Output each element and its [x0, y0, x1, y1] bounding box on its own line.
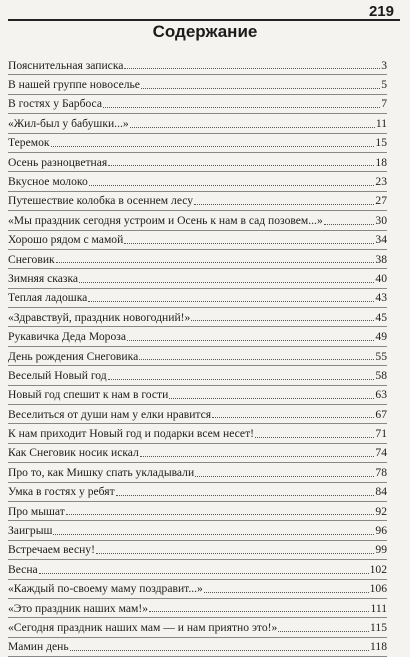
toc-leader-dots	[127, 340, 374, 341]
toc-entry-title: Новый год спешит к нам в гости	[8, 389, 169, 402]
toc-entry	[8, 75, 387, 94]
toc-leader-dots	[79, 282, 374, 283]
toc-leader-dots	[191, 320, 374, 321]
toc-entry-title: Хорошо рядом с мамой	[8, 234, 124, 247]
toc-entry	[8, 386, 387, 405]
toc-entry	[8, 308, 387, 327]
toc-entry-page: 99	[375, 543, 387, 557]
toc-entry-page: 67	[375, 407, 387, 421]
toc-entry-page: 63	[375, 388, 387, 402]
toc-leader-dots	[169, 398, 374, 399]
page-title: Содержание	[152, 22, 258, 41]
toc-leader-dots	[56, 262, 375, 263]
toc-entry	[8, 153, 387, 172]
toc-entry	[8, 95, 387, 114]
toc-entry	[8, 541, 387, 560]
toc-entry-title: Встречаем весну!	[8, 544, 95, 557]
toc-entry-title: Путешествие колобка в осеннем лесу	[8, 195, 194, 208]
toc-entry-title: «Каждый по-своему маму поздравит...»	[8, 583, 203, 596]
toc-entry-page: 15	[375, 136, 387, 150]
toc-leader-dots	[212, 417, 374, 418]
toc-entry	[8, 347, 387, 366]
toc-entry-page: 71	[375, 427, 387, 441]
toc-leader-dots	[103, 107, 380, 108]
toc-leader-dots	[66, 514, 375, 515]
toc-entry	[8, 560, 387, 579]
toc-entry-page: 58	[375, 368, 387, 382]
toc-leader-dots	[130, 127, 375, 128]
toc-leader-dots	[194, 204, 374, 205]
toc-entry-page: 96	[375, 524, 387, 538]
toc-entry-page: 115	[370, 620, 387, 634]
toc-entry-title: Про то, как Мишку спать укладывали	[8, 466, 195, 479]
toc-entry-title: В нашей группе новоселье	[8, 79, 140, 92]
toc-entry-title: Мамин день	[8, 641, 69, 654]
toc-entry	[8, 599, 387, 618]
toc-entry-title: Заигрыш	[8, 525, 53, 538]
toc-entry	[8, 618, 387, 637]
toc-entry	[8, 56, 387, 75]
toc-entry-page: 18	[375, 155, 387, 169]
toc-entry-title: Теремок	[8, 137, 50, 150]
toc-entry-page: 27	[375, 194, 387, 208]
toc-entry	[8, 366, 387, 385]
toc-leader-dots	[89, 185, 375, 186]
toc-leader-dots	[255, 437, 374, 438]
toc-leader-dots	[108, 165, 374, 166]
toc-leader-dots	[70, 650, 369, 651]
toc-leader-dots	[195, 476, 374, 477]
toc-entry-title: «Это праздник наших мам!»	[8, 602, 148, 615]
toc-leader-dots	[204, 592, 369, 593]
toc-entry	[8, 289, 387, 308]
toc-entry	[8, 483, 387, 502]
toc-entry	[8, 638, 387, 657]
toc-entry	[8, 114, 387, 133]
toc-entry-title: «Сегодня праздник наших мам — и нам приятно это!»	[8, 621, 278, 634]
toc-entry	[8, 327, 387, 346]
toc-leader-dots	[108, 379, 375, 380]
toc-entry-page: 102	[369, 562, 387, 576]
toc-entry-page: 30	[375, 213, 387, 227]
toc-entry-page: 55	[375, 349, 387, 363]
toc-entry-page: 34	[375, 233, 387, 247]
toc-leader-dots	[124, 243, 374, 244]
toc-entry-title: «Мы праздник сегодня устроим и Осень к нам в сад позовем...»	[8, 214, 323, 227]
toc-entry-title: Снеговик	[8, 253, 55, 266]
toc-entry-title: Веселый Новый год	[8, 369, 107, 382]
toc-leader-dots	[149, 611, 369, 612]
toc-entry	[8, 269, 387, 288]
toc-leader-dots	[116, 495, 375, 496]
toc-entry	[8, 580, 387, 599]
toc-entry-page: 92	[375, 504, 387, 518]
toc-leader-dots	[140, 456, 375, 457]
toc-entry	[8, 192, 387, 211]
toc-entry-title: Весна	[8, 563, 38, 576]
toc-entry-title: Умка в гостях у ребят	[8, 486, 115, 499]
toc-leader-dots	[139, 359, 374, 360]
toc-entry-page: 43	[375, 291, 387, 305]
toc-entry-title: Рукавичка Деда Мороза	[8, 331, 126, 344]
toc-entry	[8, 521, 387, 540]
toc-entry	[8, 405, 387, 424]
toc-entry	[8, 502, 387, 521]
toc-entry	[8, 463, 387, 482]
toc-entry-page: 84	[375, 485, 387, 499]
toc-entry-page: 106	[369, 582, 387, 596]
toc-leader-dots	[278, 631, 369, 632]
table-of-contents	[8, 56, 387, 657]
toc-entry-page: 78	[375, 465, 387, 479]
toc-leader-dots	[141, 88, 380, 89]
toc-entry	[8, 172, 387, 191]
toc-leader-dots	[53, 534, 374, 535]
toc-entry-title: День рождения Снеговика	[8, 350, 139, 363]
toc-entry-page: 111	[370, 601, 387, 615]
toc-leader-dots	[324, 224, 375, 225]
toc-entry-page: 11	[375, 116, 387, 130]
toc-entry-page: 74	[375, 446, 387, 460]
toc-entry-page: 45	[375, 310, 387, 324]
toc-entry	[8, 444, 387, 463]
toc-entry-page: 118	[370, 640, 387, 654]
toc-entry	[8, 424, 387, 443]
toc-entry-page: 5	[381, 78, 387, 92]
toc-entry-page: 23	[375, 174, 387, 188]
toc-entry-title: Пояснительная записка	[8, 59, 124, 72]
toc-entry-title: В гостях у Барбоса	[8, 98, 102, 111]
toc-entry	[8, 231, 387, 250]
toc-entry-page: 49	[375, 330, 387, 344]
toc-entry-title: Про мышат	[8, 505, 65, 518]
toc-entry-title: Как Снеговик носик искал	[8, 447, 139, 460]
toc-leader-dots	[96, 553, 374, 554]
toc-entry-title: Теплая ладошка	[8, 292, 88, 305]
toc-entry-title: Веселиться от души нам у елки нравится	[8, 408, 212, 421]
page-number: 219	[368, 3, 394, 20]
toc-leader-dots	[39, 573, 369, 574]
toc-entry	[8, 134, 387, 153]
toc-entry-title: Вкусное молоко	[8, 175, 88, 188]
toc-entry-page: 38	[375, 252, 387, 266]
toc-entry-title: К нам приходит Новый год и подарки всем несет!	[8, 428, 254, 441]
header-rule	[8, 19, 400, 21]
toc-entry-title: Осень разноцветная	[8, 156, 108, 169]
toc-entry-page: 3	[381, 58, 387, 72]
toc-entry	[8, 211, 387, 230]
toc-entry-page: 40	[375, 271, 387, 285]
toc-entry-title: «Жил-был у бабушки...»	[8, 117, 129, 130]
toc-entry-page: 7	[381, 97, 387, 111]
toc-leader-dots	[51, 146, 375, 147]
toc-leader-dots	[124, 68, 380, 69]
toc-entry	[8, 250, 387, 269]
toc-entry-title: «Здравствуй, праздник новогодний!»	[8, 311, 191, 324]
toc-entry-title: Зимняя сказка	[8, 272, 79, 285]
toc-leader-dots	[88, 301, 374, 302]
